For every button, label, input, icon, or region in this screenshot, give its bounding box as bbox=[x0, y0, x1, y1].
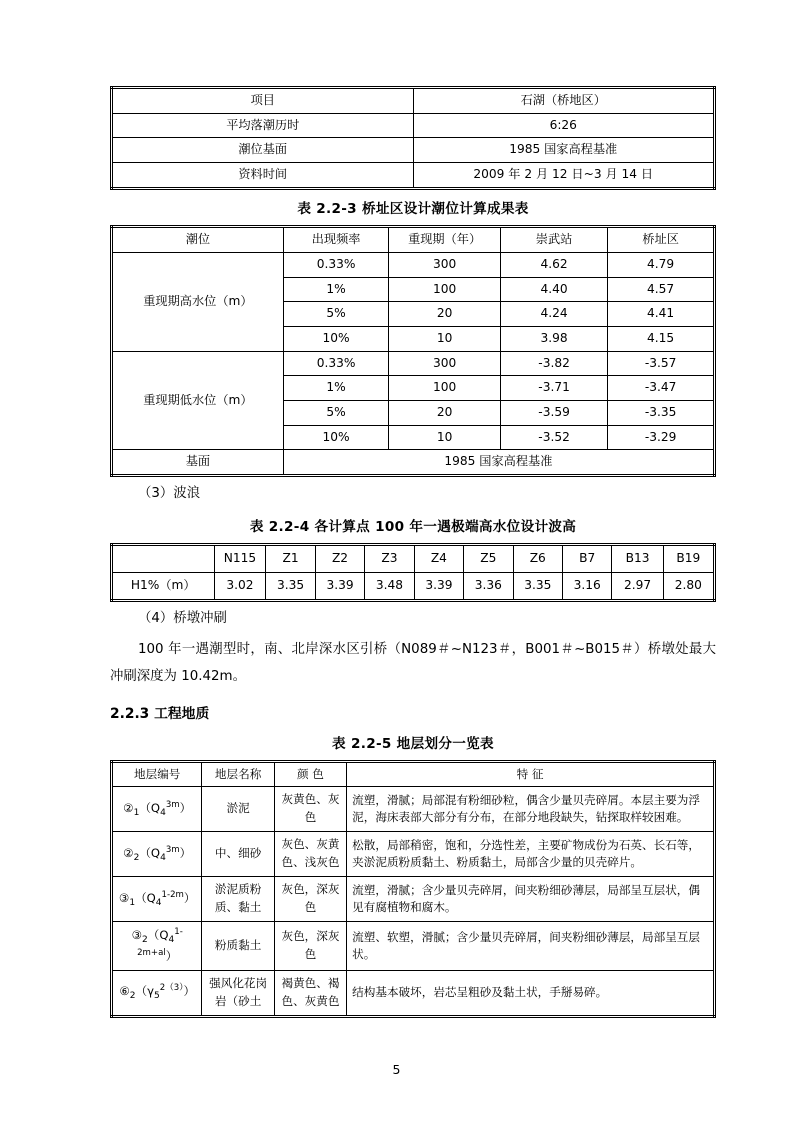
table-2-2-5 bbox=[110, 760, 716, 1018]
cell-period: 300 bbox=[389, 252, 501, 277]
corner-cell-empty bbox=[112, 545, 215, 573]
cell-chongwu: 4.24 bbox=[500, 302, 607, 327]
layer-code-paren-close: ） bbox=[183, 890, 196, 905]
column-header: 桥址区 bbox=[608, 227, 715, 253]
column-header-point: N115 bbox=[214, 545, 266, 573]
cell-layer-color: 褐黄色、褐色、灰黄色 bbox=[274, 971, 346, 1017]
layer-code-q-sup: 1-2m bbox=[161, 889, 184, 900]
cell-layer-code bbox=[112, 832, 202, 877]
layer-code-q-sub: 4 bbox=[160, 852, 166, 863]
cell-chongwu: 4.62 bbox=[500, 252, 607, 277]
table-2-2-4-body bbox=[112, 545, 715, 600]
layer-code-q-sup: 3m bbox=[165, 799, 180, 810]
cell-chongwu: -3.52 bbox=[500, 425, 607, 450]
cell-bridge-site: -3.47 bbox=[608, 376, 715, 401]
layer-code-paren-open: （Q bbox=[139, 800, 161, 815]
cell-wave-height: 2.80 bbox=[663, 572, 714, 600]
cell-layer-color: 灰黄色、灰色 bbox=[274, 787, 346, 832]
cell-chongwu: -3.71 bbox=[500, 376, 607, 401]
cell-frequency: 10% bbox=[283, 425, 389, 450]
table-header-row bbox=[112, 227, 715, 253]
table-header-row bbox=[112, 762, 715, 787]
cell-period: 20 bbox=[389, 302, 501, 327]
layer-code-q-sub: 4 bbox=[155, 897, 162, 908]
table-2-2-4-wrapper bbox=[110, 543, 716, 601]
column-header-feature: 特 征 bbox=[347, 762, 715, 787]
cell-frequency: 0.33% bbox=[283, 351, 389, 376]
tide-info-value: 6:26 bbox=[413, 113, 715, 138]
scour-paragraph: 100 年一遇潮型时，南、北岸深水区引桥（N089＃~N123＃，B001＃~B015＃）桥墩处最大冲刷深度为 10.42m。 bbox=[110, 642, 716, 685]
item-scour-label: （4）桥墩冲刷 bbox=[138, 610, 227, 626]
cell-period: 10 bbox=[389, 425, 501, 450]
table-row bbox=[112, 351, 715, 376]
cell-chongwu: -3.59 bbox=[500, 400, 607, 425]
cell-layer-feature: 结构基本破坏，岩芯呈粗砂及黏土状，手掰易碎。 bbox=[347, 971, 715, 1017]
layer-code-sub: 2 bbox=[133, 852, 140, 863]
tide-info-value: 石湖（桥地区） bbox=[413, 88, 715, 114]
cell-bridge-site: -3.57 bbox=[608, 351, 715, 376]
cell-chongwu: 3.98 bbox=[500, 326, 607, 351]
layer-code-circled: ② bbox=[123, 800, 134, 815]
column-header: 重现期（年） bbox=[389, 227, 501, 253]
cell-bridge-site: 4.15 bbox=[608, 326, 715, 351]
datum-label: 基面 bbox=[112, 450, 284, 476]
table-row bbox=[112, 88, 715, 114]
cell-wave-height: 3.39 bbox=[315, 572, 364, 600]
tide-info-value: 1985 国家高程基准 bbox=[413, 138, 715, 163]
group-label-high-water: 重现期高水位（m） bbox=[112, 252, 284, 351]
section-heading-geology: 2.2.3 工程地质 bbox=[110, 706, 210, 723]
tide-info-table bbox=[110, 86, 716, 190]
cell-period: 20 bbox=[389, 400, 501, 425]
cell-layer-name: 淤泥质粉质、黏土 bbox=[202, 877, 274, 922]
column-header-point: B13 bbox=[612, 545, 663, 573]
tide-info-label: 潮位基面 bbox=[112, 138, 414, 163]
tide-info-label: 项目 bbox=[112, 88, 414, 114]
column-header: 潮位 bbox=[112, 227, 284, 253]
layer-code-paren-open: （Q bbox=[135, 890, 156, 905]
column-header-point: Z5 bbox=[464, 545, 513, 573]
layer-code-circled: ③ bbox=[131, 927, 143, 942]
table-row bbox=[112, 252, 715, 277]
cell-period: 100 bbox=[389, 376, 501, 401]
column-header: 崇武站 bbox=[500, 227, 607, 253]
cell-bridge-site: 4.79 bbox=[608, 252, 715, 277]
table-2-2-3-wrapper bbox=[110, 225, 716, 477]
layer-code-sub: 1 bbox=[129, 897, 136, 908]
cell-frequency: 1% bbox=[283, 277, 389, 302]
cell-period: 300 bbox=[389, 351, 501, 376]
group-label-low-water: 重现期低水位（m） bbox=[112, 351, 284, 450]
table-2-2-5-body bbox=[112, 787, 715, 1017]
cell-layer-code bbox=[112, 922, 202, 971]
cell-wave-height: 3.35 bbox=[513, 572, 562, 600]
table-row bbox=[112, 113, 715, 138]
cell-wave-height: 3.16 bbox=[562, 572, 611, 600]
cell-wave-height: 2.97 bbox=[612, 572, 663, 600]
tide-info-table-body bbox=[112, 88, 715, 189]
cell-period: 100 bbox=[389, 277, 501, 302]
cell-layer-feature: 流塑，滑腻；局部混有粉细砂粒，偶含少量贝壳碎屑。本层主要为浮泥，海床表部大部分有分布，在部分地段缺失，钻探取样较困难。 bbox=[347, 787, 715, 832]
table-row bbox=[112, 971, 715, 1017]
column-header: 出现频率 bbox=[283, 227, 389, 253]
cell-chongwu: -3.82 bbox=[500, 351, 607, 376]
cell-frequency: 1% bbox=[283, 376, 389, 401]
cell-layer-color: 灰色，深灰色 bbox=[274, 922, 346, 971]
layer-code-paren-close: ） bbox=[179, 800, 192, 815]
tide-info-label: 平均落潮历时 bbox=[112, 113, 414, 138]
layer-code-paren-close: ） bbox=[165, 949, 178, 964]
cell-period: 10 bbox=[389, 326, 501, 351]
table-row bbox=[112, 163, 715, 189]
table-2-2-4-caption: 表 2.2-4 各计算点 100 年一遇极端高水位设计波高 bbox=[249, 518, 577, 535]
layer-code-q-sup: 1-2m+al bbox=[137, 927, 183, 959]
table-row bbox=[112, 922, 715, 971]
table-row bbox=[112, 832, 715, 877]
layer-code-paren-close: ） bbox=[179, 845, 192, 860]
cell-bridge-site: 4.41 bbox=[608, 302, 715, 327]
column-header-point: Z1 bbox=[266, 545, 315, 573]
column-header-point: B7 bbox=[562, 545, 611, 573]
cell-layer-feature: 松散，局部稍密，饱和，分选性差，主要矿物成份为石英、长石等，夹淤泥质粉质黏土、粉质黏土，局部含少量的贝壳碎片。 bbox=[347, 832, 715, 877]
column-header-point: Z4 bbox=[414, 545, 463, 573]
cell-layer-code bbox=[112, 971, 202, 1017]
cell-wave-height: 3.39 bbox=[414, 572, 463, 600]
layer-code-circled: ③ bbox=[118, 890, 130, 905]
cell-layer-color: 灰色，深灰色 bbox=[274, 877, 346, 922]
cell-bridge-site: 4.57 bbox=[608, 277, 715, 302]
layer-code-q-sup: 3m bbox=[165, 844, 180, 855]
table-2-2-3 bbox=[110, 225, 716, 477]
cell-layer-feature: 流塑，滑腻；含少量贝壳碎屑，间夹粉细砂薄层，局部呈互层状，偶见有腐植物和腐木。 bbox=[347, 877, 715, 922]
cell-layer-name: 粉质黏土 bbox=[202, 922, 274, 971]
cell-frequency: 0.33% bbox=[283, 252, 389, 277]
table-header-row bbox=[112, 545, 715, 573]
table-row bbox=[112, 450, 715, 476]
cell-layer-name: 淤泥 bbox=[202, 787, 274, 832]
cell-wave-height: 3.35 bbox=[266, 572, 315, 600]
cell-frequency: 5% bbox=[283, 400, 389, 425]
column-header-point: Z2 bbox=[315, 545, 364, 573]
layer-code-sub: 2 bbox=[142, 935, 148, 946]
layer-code-sub: 2 bbox=[129, 991, 136, 1002]
column-header-layer-code: 地层编号 bbox=[112, 762, 202, 787]
tide-info-label: 资料时间 bbox=[112, 163, 414, 189]
tide-info-value: 2009 年 2 月 12 日~3 月 14 日 bbox=[413, 163, 715, 189]
cell-frequency: 5% bbox=[283, 302, 389, 327]
cell-layer-name: 强风化花岗岩（砂土 bbox=[202, 971, 274, 1017]
table-2-2-3-head bbox=[112, 227, 715, 253]
cell-bridge-site: -3.35 bbox=[608, 400, 715, 425]
layer-code-circled: ⑥ bbox=[119, 984, 130, 999]
layer-code-paren-open: （γ bbox=[135, 984, 154, 999]
layer-code-sub: 1 bbox=[133, 807, 140, 818]
cell-wave-height: 3.36 bbox=[464, 572, 513, 600]
table-2-2-3-body bbox=[112, 252, 715, 475]
layer-code-paren-open: （Q bbox=[147, 927, 169, 942]
table-row bbox=[112, 138, 715, 163]
column-header-layer-name: 地层名称 bbox=[202, 762, 274, 787]
cell-frequency: 10% bbox=[283, 326, 389, 351]
table-2-2-3-caption: 表 2.2-3 桥址区设计潮位计算成果表 bbox=[297, 200, 529, 217]
cell-layer-code bbox=[112, 787, 202, 832]
page-content bbox=[110, 86, 716, 1018]
layer-code-paren-close: ） bbox=[183, 984, 196, 999]
cell-layer-name: 中、细砂 bbox=[202, 832, 274, 877]
layer-code-paren-open: （Q bbox=[139, 845, 161, 860]
column-header-point: B19 bbox=[663, 545, 714, 573]
table-row bbox=[112, 572, 715, 600]
layer-code-circled: ② bbox=[123, 845, 134, 860]
cell-wave-height: 3.02 bbox=[214, 572, 266, 600]
cell-chongwu: 4.40 bbox=[500, 277, 607, 302]
cell-wave-height: 3.48 bbox=[365, 572, 414, 600]
cell-layer-feature: 流塑、软塑，滑腻；含少量贝壳碎屑，间夹粉细砂薄层，局部呈互层状。 bbox=[347, 922, 715, 971]
cell-layer-code bbox=[112, 877, 202, 922]
item-wave-label: （3）波浪 bbox=[138, 486, 201, 502]
column-header-color: 颜 色 bbox=[274, 762, 346, 787]
table-row bbox=[112, 787, 715, 832]
column-header-point: Z3 bbox=[365, 545, 414, 573]
tide-info-table-wrapper bbox=[110, 86, 716, 190]
row-header-wave-height: H1%（m） bbox=[112, 572, 215, 600]
column-header-point: Z6 bbox=[513, 545, 562, 573]
table-2-2-5-wrapper bbox=[110, 760, 716, 1018]
table-2-2-5-head bbox=[112, 762, 715, 787]
datum-value: 1985 国家高程基准 bbox=[283, 450, 714, 476]
layer-code-q-sub: 5 bbox=[153, 991, 160, 1002]
table-2-2-5-caption: 表 2.2-5 地层划分一览表 bbox=[332, 736, 494, 753]
layer-code-q-sub: 4 bbox=[168, 935, 175, 946]
table-2-2-4 bbox=[110, 543, 716, 601]
layer-code-q-sup: 2（3） bbox=[159, 983, 184, 994]
cell-layer-color: 灰色、灰黄色、浅灰色 bbox=[274, 832, 346, 877]
table-row bbox=[112, 877, 715, 922]
cell-bridge-site: -3.29 bbox=[608, 425, 715, 450]
page-number: 5 bbox=[392, 1062, 401, 1077]
layer-code-q-sub: 4 bbox=[160, 807, 166, 818]
